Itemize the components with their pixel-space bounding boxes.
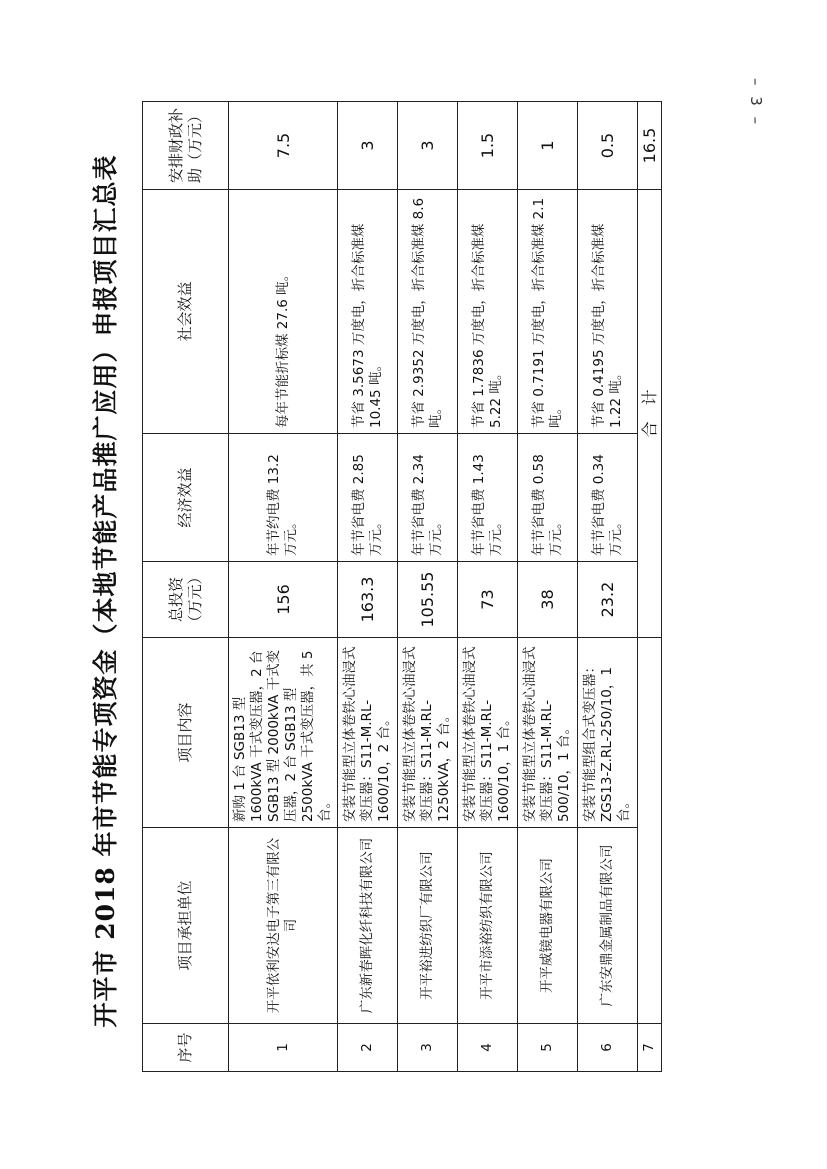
cell-investment: 38 [518, 562, 578, 638]
cell-subsidy: 1.5 [458, 102, 518, 190]
page-number: – 3 – [747, 78, 765, 128]
cell-investment: 73 [458, 562, 518, 638]
table-row [338, 102, 398, 1072]
cell-economic: 年节省电费 0.34 万元。 [578, 434, 638, 562]
rotated-page-content [82, 62, 678, 1120]
total-blank [638, 638, 662, 1024]
cell-economic: 年节省电费 1.43 万元。 [458, 434, 518, 562]
cell-content: 安装节能型立体卷铁心油浸式变压器：S11-M.RL-1250kVA，2 台。 [398, 638, 458, 828]
table-row [518, 102, 578, 1072]
cell-subsidy: 7.5 [229, 102, 338, 190]
cell-no: 2 [338, 1024, 398, 1072]
cell-unit: 开平裕进纺织厂有限公司 [398, 828, 458, 1024]
header-no: 序号 [143, 1024, 229, 1072]
cell-no: 6 [578, 1024, 638, 1072]
table-row [578, 102, 638, 1072]
cell-investment: 156 [229, 562, 338, 638]
cell-unit: 广东新春晖化纤科技有限公司 [338, 828, 398, 1024]
table-header-row [143, 102, 229, 1072]
cell-investment: 105.55 [398, 562, 458, 638]
header-economic: 经济效益 [143, 434, 229, 562]
cell-content: 安装节能型立体卷铁心油浸式变压器：S11-M.RL-500/10，1 台。 [518, 638, 578, 828]
cell-investment: 23.2 [578, 562, 638, 638]
cell-economic: 年节约电费 13.2 万元。 [229, 434, 338, 562]
cell-economic: 年节省电费 2.85 万元。 [338, 434, 398, 562]
table-row [458, 102, 518, 1072]
cell-no: 3 [398, 1024, 458, 1072]
cell-social: 节省 1.7836 万度电，折合标准煤 5.22 吨。 [458, 190, 518, 434]
cell-economic: 年节省电费 0.58 万元。 [518, 434, 578, 562]
total-row [638, 102, 662, 1072]
cell-unit: 开平市添裕纺织有限公司 [458, 828, 518, 1024]
header-content: 项目内容 [143, 638, 229, 828]
cell-subsidy: 0.5 [578, 102, 638, 190]
cell-social: 节省 2.9352 万度电，折合标准煤 8.6 吨。 [398, 190, 458, 434]
summary-table [142, 101, 662, 1072]
cell-subsidy: 1 [518, 102, 578, 190]
total-no: 7 [638, 1024, 662, 1072]
total-subsidy: 16.5 [638, 102, 662, 190]
cell-subsidy: 3 [398, 102, 458, 190]
total-label: 合 计 [638, 190, 662, 638]
cell-economic: 年节省电费 2.34 万元。 [398, 434, 458, 562]
table-row [229, 102, 338, 1072]
cell-unit: 开平依利安达电子第三有限公司 [229, 828, 338, 1024]
cell-content: 安装节能型立体卷铁心油浸式变压器：S11-M.RL-1600/10，2 台。 [338, 638, 398, 828]
cell-no: 1 [229, 1024, 338, 1072]
cell-no: 5 [518, 1024, 578, 1072]
cell-content: 新购 1 台 SGB13 型 1600kVA 干式变压器，2 台 SGB13 型 2000kVA 干式变压器，2 台 SGB13 型 2500kVA 干式变压器，共 5 台。 [229, 638, 338, 828]
cell-social: 每年节能折标煤 27.6 吨。 [229, 190, 338, 434]
cell-content: 安装节能型立体卷铁心油浸式变压器：S11-M.RL-1600/10，1 台。 [458, 638, 518, 828]
header-investment: 总投资（万元） [143, 562, 229, 638]
cell-social: 节省 3.5673 万度电，折合标准煤 10.45 吨。 [338, 190, 398, 434]
header-social: 社会效益 [143, 190, 229, 434]
header-subsidy: 安排财政补助（万元） [143, 102, 229, 190]
cell-investment: 163.3 [338, 562, 398, 638]
cell-no: 4 [458, 1024, 518, 1072]
document-title: 开平市 2018 年市节能专项资金（本地节能产品推广应用）申报项目汇总表 [91, 154, 120, 1028]
cell-unit: 开平威镜电器有限公司 [518, 828, 578, 1024]
cell-unit: 广东安鼎金属制品有限公司 [578, 828, 638, 1024]
cell-social: 节省 0.4195 万度电，折合标准煤 1.22 吨。 [578, 190, 638, 434]
cell-social: 节省 0.7191 万度电，折合标准煤 2.1 吨。 [518, 190, 578, 434]
cell-subsidy: 3 [338, 102, 398, 190]
table-row [398, 102, 458, 1072]
cell-content: 安装节能型组合式变压器：ZGS13-Z.RL-250/10，1 台。 [578, 638, 638, 828]
header-unit: 项目承担单位 [143, 828, 229, 1024]
